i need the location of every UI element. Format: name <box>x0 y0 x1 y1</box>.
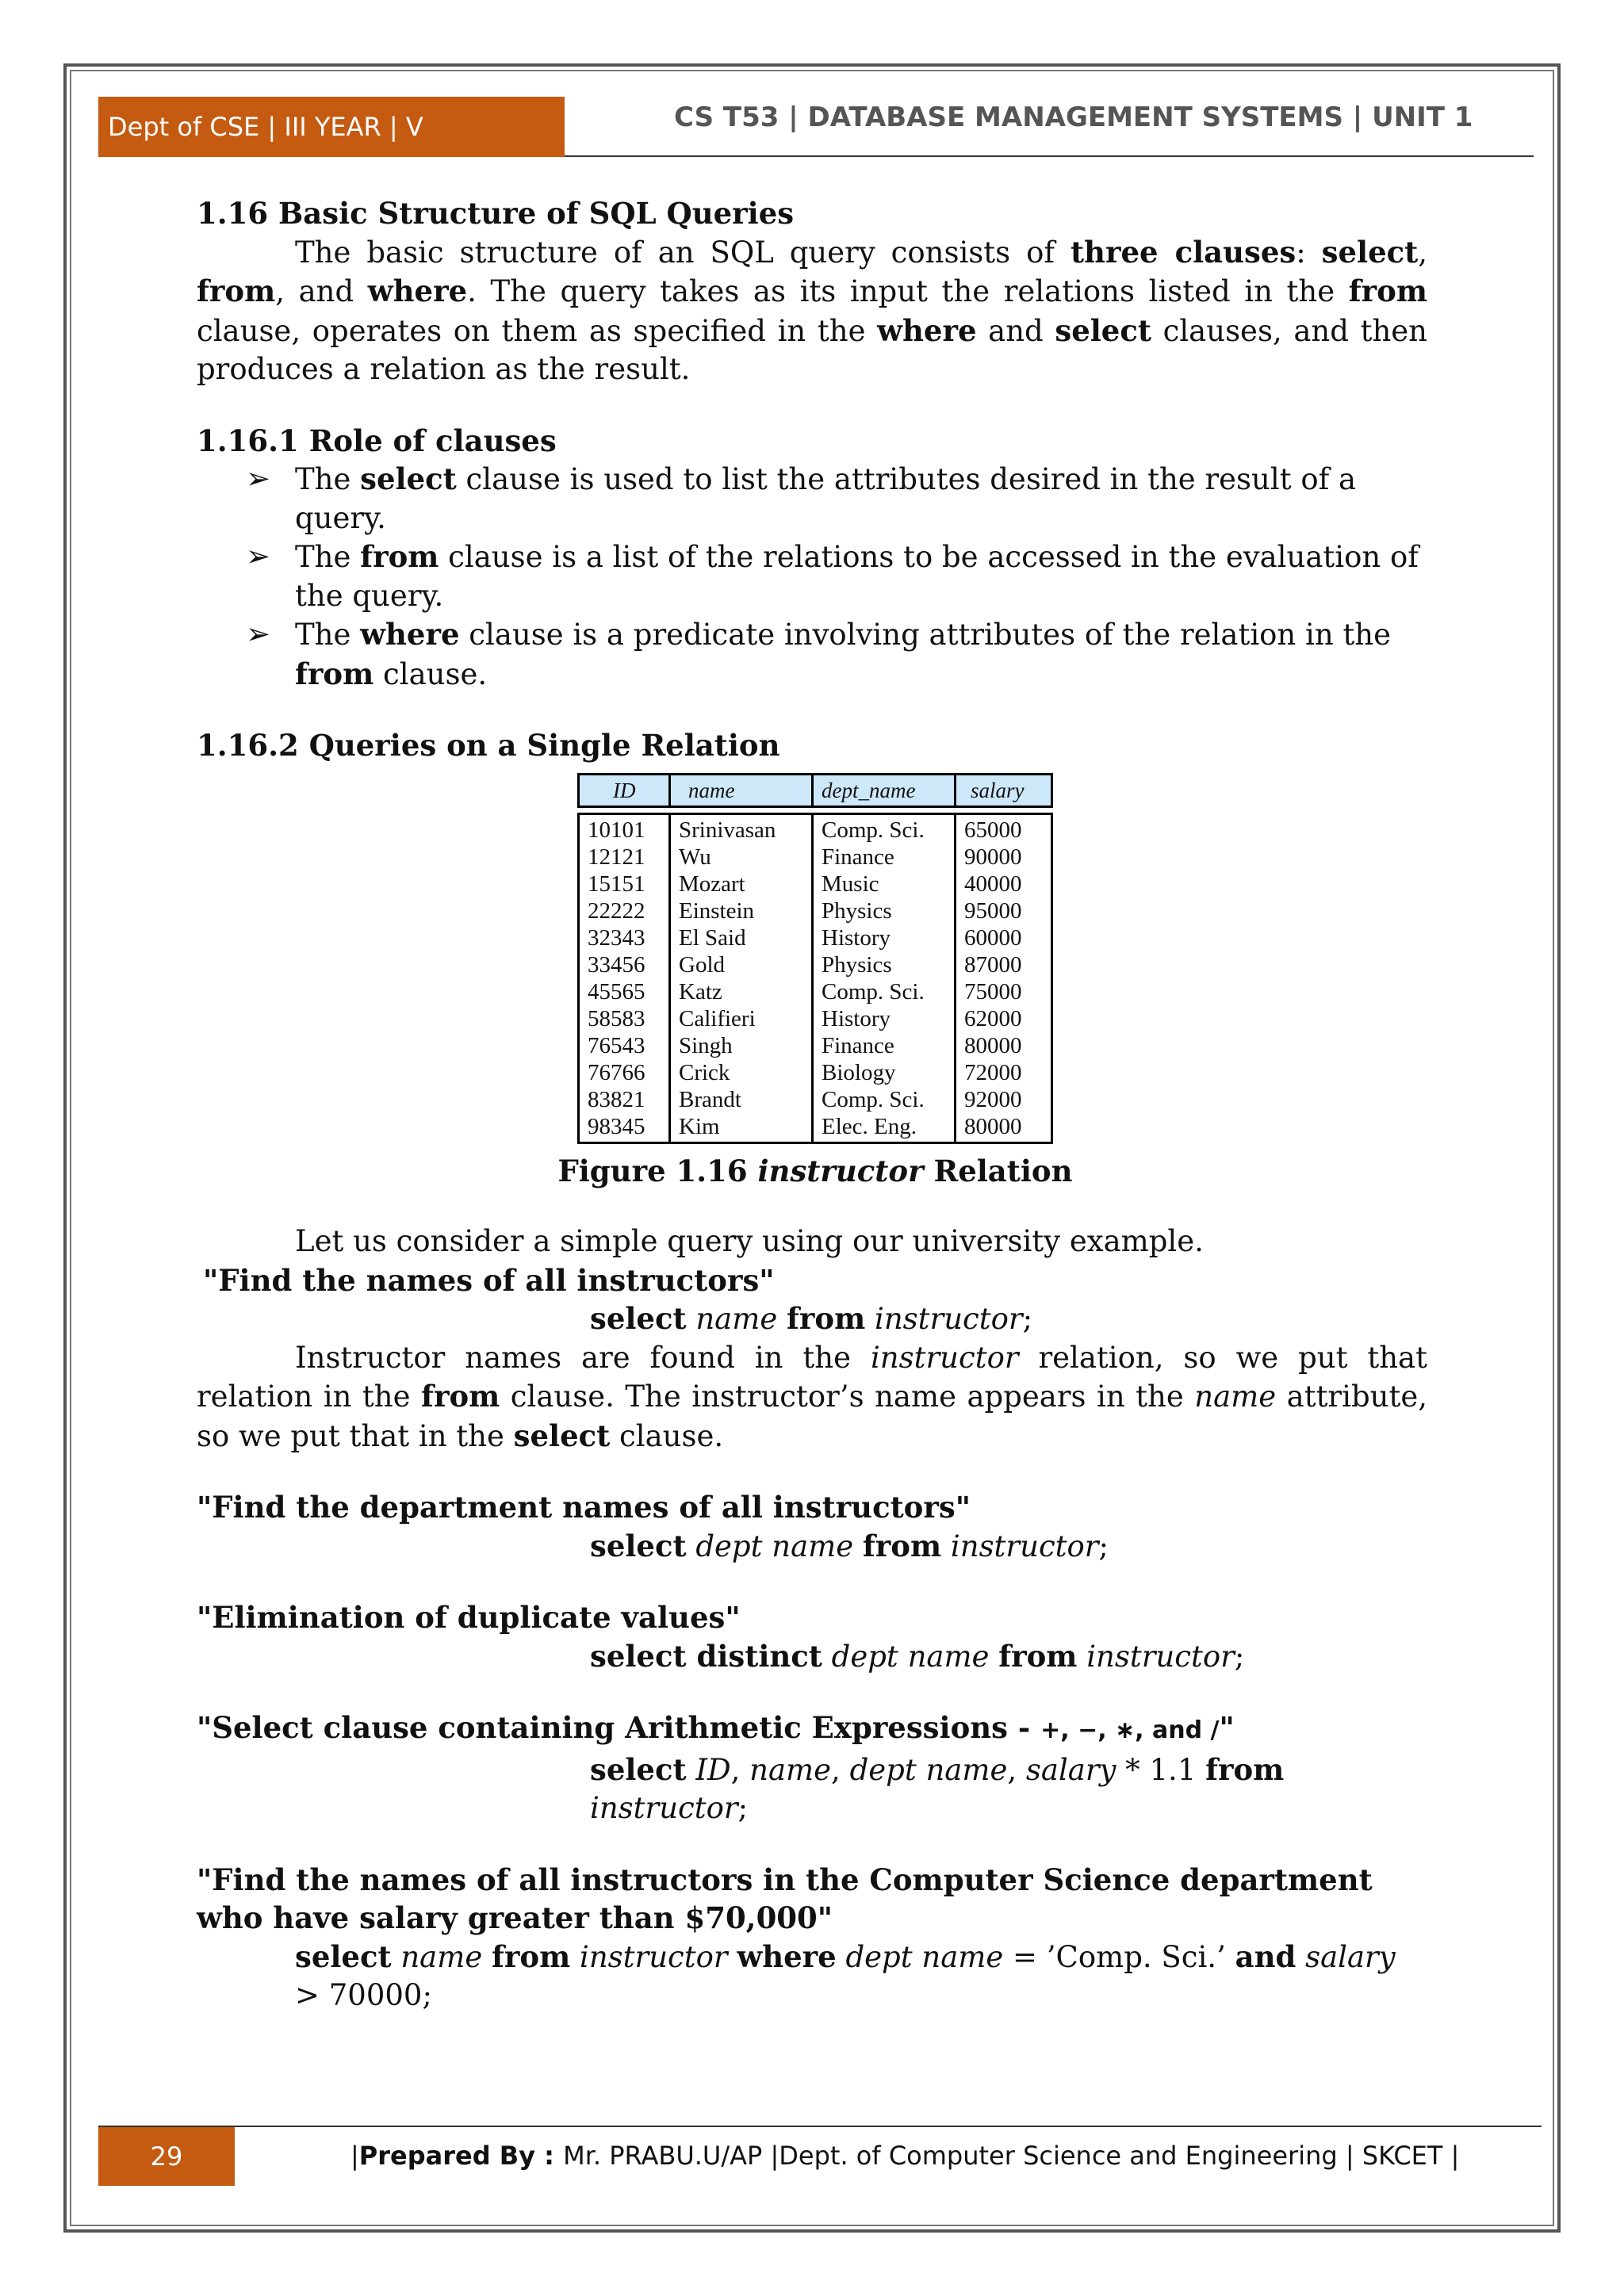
table-cell: 22222 <box>588 897 645 924</box>
keyword: where <box>367 274 468 308</box>
text: , <box>1418 235 1427 270</box>
sql-keyword: where <box>737 1938 837 1974</box>
text: ; <box>1022 1302 1033 1336</box>
sql-relation: instructor <box>570 1939 737 1974</box>
text: clauses, and then produces a relation as the result. <box>197 313 1428 386</box>
spacer <box>197 1566 1427 1598</box>
arrow-bullet-icon: ➢ <box>246 539 271 573</box>
spacer <box>197 694 1427 726</box>
table-cell: El Said <box>679 924 746 951</box>
intro-paragraph <box>197 233 1427 389</box>
table-cell: 83821 <box>588 1086 645 1112</box>
prepared-label: Prepared By : <box>358 2141 564 2171</box>
sql-query <box>197 1751 1427 1828</box>
arrow-bullet-icon: ➢ <box>246 461 271 496</box>
table-cell: 80000 <box>964 1032 1022 1058</box>
table-cell: History <box>822 924 891 951</box>
col-header-name: name <box>671 775 814 806</box>
table-cell: Finance <box>822 844 894 870</box>
keyword: from <box>197 274 276 308</box>
footer-text <box>350 2141 1459 2171</box>
text: clause is a list of the relations to be accessed in the evaluation of the query. <box>295 540 1419 613</box>
text: , <box>831 1752 850 1787</box>
text: The <box>295 462 361 496</box>
arrow-bullet-icon: ➢ <box>246 617 271 651</box>
table-cell: Physics <box>822 897 892 924</box>
sql-relation: instructor <box>865 1302 1023 1336</box>
table-cell: Brandt <box>679 1086 741 1112</box>
table-cell: 40000 <box>964 871 1022 897</box>
query-title: "Elimination of duplicate values" <box>197 1600 741 1635</box>
operator-symbols: +, −, ∗, and / <box>1040 1716 1220 1744</box>
sql-attr: salary <box>1296 1939 1396 1974</box>
table-cell: Katz <box>679 978 722 1004</box>
table-cell: 95000 <box>964 897 1022 924</box>
sql-attr: dept name <box>822 1639 999 1674</box>
sql-attr: salary <box>1025 1752 1116 1787</box>
sql-relation: instructor <box>590 1791 738 1825</box>
sql-attr: ID <box>686 1752 731 1787</box>
keyword: select <box>513 1418 611 1453</box>
keyword: from <box>360 539 439 574</box>
text: Mr. PRABU.U/AP |Dept. of Computer Science and Engineering | SKCET | <box>563 2141 1460 2171</box>
text: , and <box>275 274 368 308</box>
table-cell: 45565 <box>588 978 645 1004</box>
header-rule <box>565 155 1534 157</box>
sql-attr: dept name <box>836 1939 1004 1974</box>
text: > 70000; <box>295 1978 432 2012</box>
col-header-dept: dept_name <box>814 775 956 806</box>
caption-label: Figure 1.16 <box>557 1153 758 1188</box>
caption-suffix: Relation <box>923 1153 1073 1188</box>
text: * 1.1 <box>1116 1752 1206 1787</box>
sql-relation: instructor <box>941 1529 1099 1563</box>
keyword: from <box>421 1379 500 1414</box>
text: clause is a predicate involving attributes of the relation in the <box>459 618 1392 652</box>
text: and <box>976 313 1055 348</box>
table-cell: Music <box>822 871 879 897</box>
table-header <box>577 773 1053 808</box>
example-intro: Let us consider a simple query using our university example. <box>295 1224 1204 1258</box>
col-name <box>671 815 814 1142</box>
table-cell: 72000 <box>964 1059 1022 1085</box>
table-cell: Singh <box>679 1032 733 1058</box>
text: | <box>350 2141 359 2171</box>
table-cell: 80000 <box>964 1113 1022 1139</box>
footer-rule <box>98 2126 1542 2127</box>
table-cell: 60000 <box>964 924 1022 951</box>
sql-query <box>197 1299 1427 1339</box>
text: clause, operates on them as specified in the <box>197 313 878 348</box>
sql-keyword: from <box>998 1638 1078 1674</box>
text: clause. <box>610 1418 724 1453</box>
sql-keyword: from <box>1205 1751 1285 1787</box>
table-body <box>577 813 1053 1144</box>
table-cell: Crick <box>679 1059 730 1085</box>
text: relation, so we put that relation in the <box>197 1340 1427 1414</box>
sql-keyword: from <box>492 1938 571 1974</box>
table-cell: Comp. Sci. <box>822 1086 925 1112</box>
table-cell: 65000 <box>964 817 1022 843</box>
query-title: "Find the names of all instructors in the Computer Science department who have salary greater than $70,000" <box>197 1862 1373 1935</box>
instructor-figure <box>557 773 1073 1191</box>
sql-attr: name <box>686 1302 787 1336</box>
keyword: select <box>360 461 457 496</box>
header-badge: Dept of CSE | III YEAR | V SEMESTER <box>98 97 565 157</box>
sql-keyword: from <box>862 1528 942 1563</box>
table-cell: Califieri <box>679 1005 756 1031</box>
sql-query <box>197 1527 1427 1567</box>
spacer <box>197 389 1427 422</box>
table-cell: Biology <box>822 1059 896 1085</box>
table-cell: 92000 <box>964 1086 1022 1112</box>
table-cell: Einstein <box>679 897 755 924</box>
table-cell: Kim <box>679 1113 720 1139</box>
col-dept <box>814 815 956 1142</box>
sql-query <box>197 1637 1427 1677</box>
keyword: from <box>295 656 374 691</box>
bullet-item <box>197 460 1427 538</box>
sql-attr: dept name <box>849 1752 1008 1787</box>
table-cell: 33456 <box>588 951 645 978</box>
keyword: select <box>1321 234 1419 270</box>
table-cell: 58583 <box>588 1005 645 1031</box>
single-relation-title: 1.16.2 Queries on a Single Relation <box>197 728 780 763</box>
caption-relation: instructor <box>757 1153 924 1188</box>
table-cell: History <box>822 1005 891 1031</box>
keyword: select <box>1055 312 1151 348</box>
text: The basic structure of an SQL query consists of <box>295 235 1071 270</box>
table-cell: Comp. Sci. <box>822 978 925 1004</box>
text: Instructor names are found in the <box>295 1340 871 1375</box>
table-cell: 90000 <box>964 844 1022 870</box>
text: ; <box>1098 1529 1109 1563</box>
table-cell: Comp. Sci. <box>822 817 925 843</box>
table-cell: Finance <box>822 1032 894 1058</box>
col-salary <box>956 815 1051 1142</box>
text: attribute, so we put that in the <box>197 1380 1427 1453</box>
italic-term: instructor <box>870 1340 1019 1375</box>
explanation-paragraph <box>197 1339 1427 1456</box>
keyword: three clauses <box>1070 234 1297 270</box>
table-cell: 12121 <box>588 844 645 870</box>
query-title: "Find the department names of all instructors" <box>197 1490 971 1525</box>
sql-keyword: from <box>787 1301 866 1336</box>
table-cell: 87000 <box>964 951 1022 978</box>
sql-keyword: select <box>295 1938 392 1974</box>
keyword: where <box>360 617 460 652</box>
sql-keyword: select <box>590 1751 687 1787</box>
text: clause. <box>373 656 488 691</box>
table-cell: 76543 <box>588 1032 645 1058</box>
query-title: "Find the names of all instructors" <box>203 1262 775 1298</box>
header-title: CS T53 | DATABASE MANAGEMENT SYSTEMS | UNIT 1 <box>674 101 1473 133</box>
spacer <box>197 1190 1427 1223</box>
table-cell: Elec. Eng. <box>822 1113 917 1139</box>
sql-attr: name <box>749 1752 832 1787</box>
col-header-salary: salary <box>971 778 1025 802</box>
table-cell: 32343 <box>588 924 645 951</box>
page-content <box>197 194 1427 2015</box>
text: "Select clause containing Arithmetic Expressions - <box>197 1710 1041 1745</box>
table-cell: Gold <box>679 951 725 978</box>
col-header-id: ID <box>580 775 671 806</box>
spacer <box>197 1456 1427 1488</box>
table-cell: 75000 <box>964 978 1022 1004</box>
sql-attr: name <box>391 1939 492 1974</box>
table-cell: Mozart <box>679 871 745 897</box>
table-cell: 15151 <box>588 871 645 897</box>
text: The <box>295 618 361 652</box>
text: , <box>1007 1752 1026 1787</box>
figure-caption <box>546 1152 1085 1191</box>
table-cell: Physics <box>822 951 892 978</box>
table-cell: 76766 <box>588 1059 645 1085</box>
sql-keyword: and <box>1235 1938 1297 1974</box>
sql-query <box>197 1938 1427 2015</box>
table-cell: Srinivasan <box>679 817 776 843</box>
table-cell: Wu <box>679 844 711 870</box>
sql-keyword: select distinct <box>590 1638 822 1674</box>
bullet-item <box>197 538 1427 615</box>
sql-relation: instructor <box>1077 1639 1235 1674</box>
page-number: 29 <box>98 2127 235 2186</box>
text: clause is used to list the attributes desired in the result of a query. <box>295 462 1357 535</box>
section-title: 1.16 Basic Structure of SQL Queries <box>197 196 795 231</box>
sql-attr: dept name <box>686 1529 863 1563</box>
table-cell: 62000 <box>964 1005 1022 1031</box>
text: : <box>1296 235 1322 270</box>
table-cell: 10101 <box>588 817 645 843</box>
query-title <box>197 1709 1427 1751</box>
spacer <box>197 1676 1427 1709</box>
text: = ’Comp. Sci.’ <box>1003 1939 1235 1974</box>
text: , <box>730 1752 750 1787</box>
bullet-item <box>197 615 1427 694</box>
text: The <box>295 540 361 574</box>
text: . The query takes as its input the relations listed in the <box>467 274 1349 308</box>
text: ; <box>1234 1639 1245 1674</box>
text: clause. The instructor’s name appears in the <box>500 1380 1195 1414</box>
sql-keyword: select <box>590 1301 687 1336</box>
keyword: where <box>877 312 977 348</box>
text: " <box>1219 1710 1235 1745</box>
keyword: from <box>1348 274 1428 308</box>
spacer <box>197 1828 1427 1861</box>
italic-term: name <box>1194 1380 1277 1414</box>
table-cell: 98345 <box>588 1113 645 1139</box>
col-id <box>580 815 671 1142</box>
sql-keyword: select <box>590 1528 687 1563</box>
text: ; <box>737 1791 749 1825</box>
roles-title: 1.16.1 Role of clauses <box>197 423 557 458</box>
